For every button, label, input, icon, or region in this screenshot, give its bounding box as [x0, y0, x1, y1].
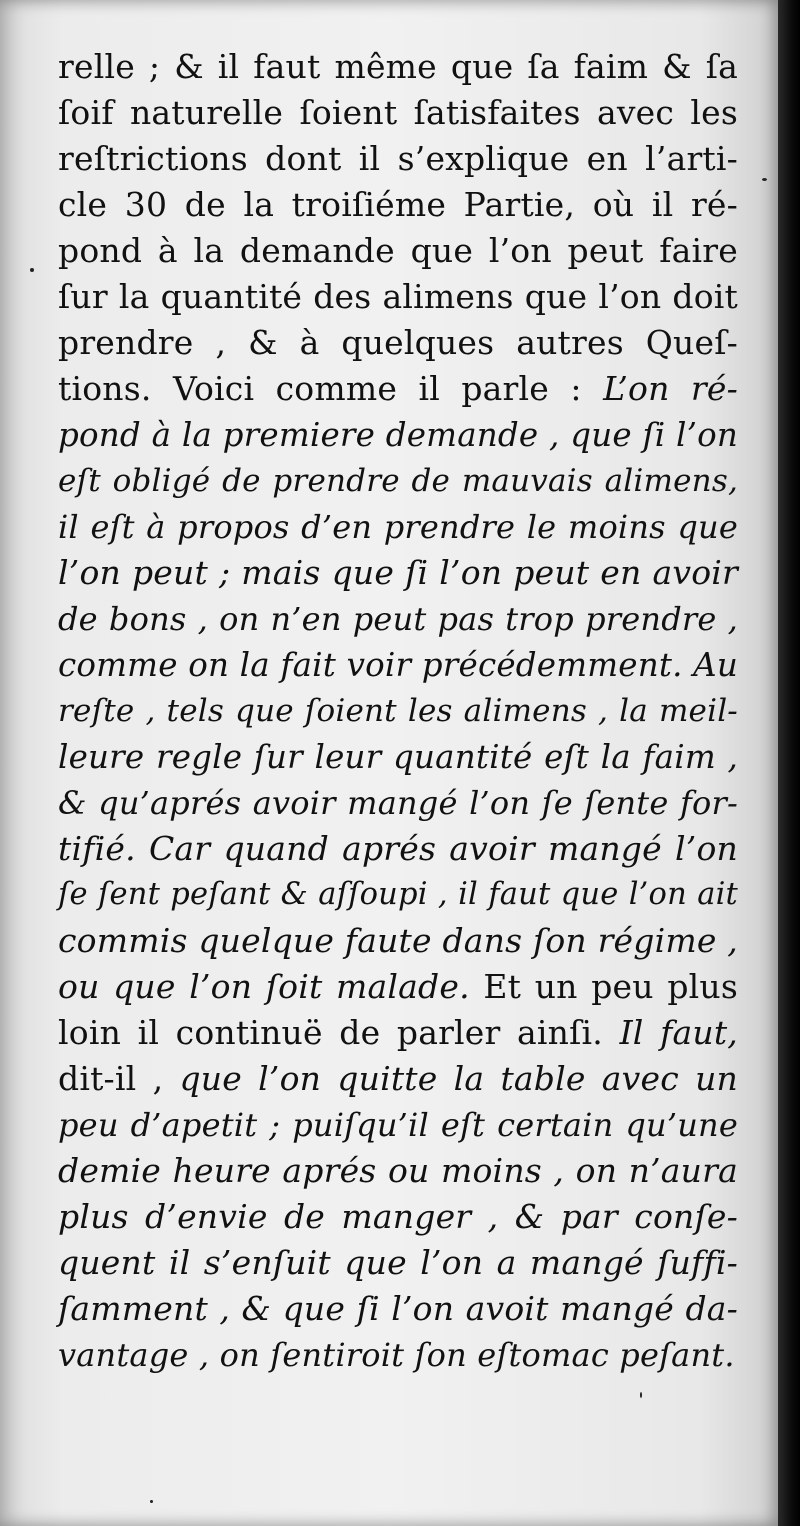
roman-text-segment: loin il continuë de parler ainſi.: [58, 1013, 620, 1052]
roman-text-segment: ſoif naturelle ſoient ſatisfaites avec les: [58, 93, 738, 132]
italic-text-segment: demie heure aprés ou moins , on n’aura: [58, 1151, 738, 1190]
text-line: [58, 642, 738, 688]
italic-text-segment: l’on peut ; mais que ſi l’on peut en avoir: [58, 553, 738, 592]
text-line: [58, 1332, 738, 1378]
italic-text-segment: comme on la fait voir précédemment. Au: [58, 646, 738, 684]
text-line: [58, 320, 738, 366]
text-line: [58, 1286, 738, 1332]
italic-text-segment: ſe ſent peſant & aſſoupi , il faut que l’on ait: [58, 877, 738, 912]
text-line: [58, 458, 738, 504]
italic-text-segment: il eſt à propos d’en prendre le moins que: [58, 508, 738, 546]
italic-text-segment: pond à la premiere demande , que ſi l’on: [58, 416, 738, 454]
italic-text-segment: peu d’apetit ; puiſqu’il eſt certain qu’une: [58, 1106, 738, 1144]
text-line: [58, 228, 738, 274]
text-line: [58, 780, 738, 826]
italic-text-segment: eſt obligé de prendre de mauvais alimens,: [58, 463, 738, 499]
text-line: [58, 550, 738, 596]
italic-text-segment: vantage , on ſentiroit ſon eſtomac peſant.: [58, 1336, 735, 1374]
italic-text-segment: que l’on quitte la table avec un: [179, 1059, 738, 1098]
italic-text-segment: tifié. Car quand aprés avoir mangé l’on: [58, 829, 738, 868]
italic-text-segment: & qu’aprés avoir mangé l’on ſe ſente for-: [58, 784, 738, 822]
roman-text-segment: pond à la demande que l’on peut faire: [58, 231, 738, 270]
italic-text-segment: Il faut,: [619, 1013, 739, 1052]
italic-text-segment: plus d’envie de manger , & par conſe-: [58, 1197, 738, 1236]
roman-text-segment: relle ; & il faut même que ſa faim & ſa: [58, 47, 738, 86]
roman-text-segment: ſur la quantité des alimens que l’on doit: [58, 277, 738, 316]
text-line: [58, 1148, 738, 1194]
italic-text-segment: commis quelque faute dans ſon régime ,: [58, 921, 738, 960]
text-line: [58, 1240, 738, 1286]
text-line: [58, 596, 738, 642]
roman-text-segment: cle 30 de la troiſiéme Partie, où il ré-: [58, 185, 738, 224]
text-line: [58, 412, 738, 458]
text-line: [58, 688, 738, 734]
roman-text-segment: prendre , & à quelques autres Queſ-: [58, 323, 738, 362]
roman-text-segment: tions. Voici comme il parle :: [58, 369, 604, 408]
roman-text-segment: reſtrictions dont il s’explique en l’arti-: [58, 139, 738, 178]
text-line: [58, 1010, 738, 1056]
text-line: [58, 90, 738, 136]
text-line: [58, 1056, 738, 1102]
text-line: [58, 44, 738, 90]
italic-text-segment: leure regle ſur leur quantité eſt la faim ,: [58, 738, 738, 776]
text-line: [58, 504, 738, 550]
italic-text-segment: ſamment , & que ſi l’on avoit mangé da-: [58, 1289, 738, 1328]
italic-text-segment: ou que l’on ſoit malade.: [58, 967, 470, 1006]
text-line: [58, 734, 738, 780]
text-line: [58, 366, 738, 412]
text-line: [58, 182, 738, 228]
text-line: [58, 1194, 738, 1240]
text-line: [58, 1102, 738, 1148]
italic-text-segment: L’on ré-: [603, 369, 738, 408]
italic-text-segment: reſte , tels que ſoient les alimens , la meil-: [58, 693, 738, 729]
text-line: [58, 274, 738, 320]
page-body-text: [58, 44, 738, 1378]
text-line: [58, 918, 738, 964]
page-edge-shadow: [778, 0, 800, 1526]
text-line: [58, 872, 738, 918]
roman-text-segment: Et un peu plus: [469, 967, 738, 1006]
text-line: [58, 826, 738, 872]
roman-text-segment: dit-il ,: [58, 1059, 180, 1098]
text-line: [58, 964, 738, 1010]
text-line: [58, 136, 738, 182]
italic-text-segment: quent il s’enſuit que l’on a mangé ſuffi-: [58, 1243, 738, 1282]
italic-text-segment: de bons , on n’en peut pas trop prendre ,: [58, 600, 738, 638]
